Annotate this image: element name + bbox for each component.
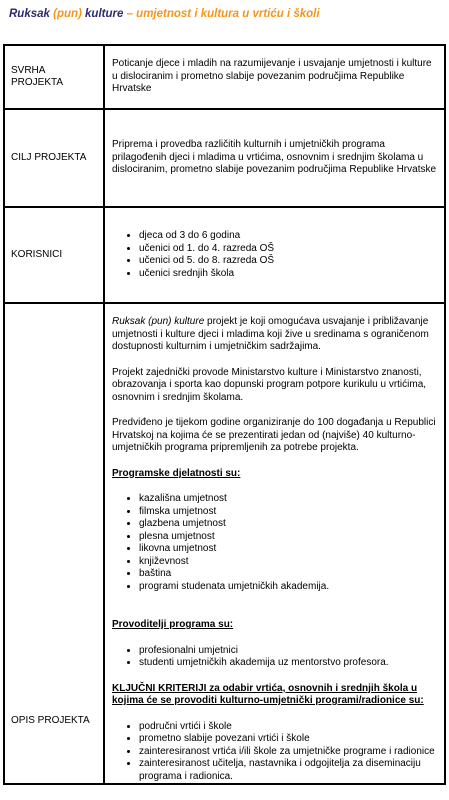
heading-programske-djelatnosti: Programske djelatnosti su: bbox=[112, 467, 241, 479]
opis-paragraph-1 bbox=[112, 316, 438, 354]
opis-paragraph-1-text: projekt je koji omogućava usvajanje i približavanje umjetnosti i kulture djeci i mladima koji žive u sredinama s ograničenom dostupnosti kulturnim i umjetničkim sadržajima. bbox=[112, 316, 429, 352]
list-item: • baština bbox=[139, 568, 438, 581]
list-item: • profesionalni umjetnici bbox=[139, 645, 438, 658]
korisnici-list bbox=[112, 230, 438, 280]
list-item: • učenici od 5. do 8. razreda OŠ bbox=[139, 255, 438, 268]
row-svrha bbox=[4, 45, 445, 109]
list-item: • studenti umjetničkih akademija uz mentorstvo profesora. bbox=[139, 657, 438, 670]
list-item: • učenici srednjih škola bbox=[139, 268, 438, 281]
title-part-3: kulture bbox=[81, 8, 124, 20]
row-korisnici bbox=[4, 207, 445, 303]
row-cilj bbox=[4, 109, 445, 207]
korisnici-cell bbox=[104, 207, 445, 303]
text-svrha: Poticanje djece i mladih na razumijevanje i usvajanje umjetnosti i kulture u dislociranim i prometno slabije povezanim područjima Republike Hrvatske bbox=[104, 45, 445, 109]
label-opis: OPIS PROJEKTA bbox=[4, 303, 104, 784]
list-item: • djeca od 3 do 6 godina bbox=[139, 230, 438, 243]
list-item: • prometno slabije povezani vrtići i škole bbox=[139, 733, 438, 746]
title-part-1: Ruksak bbox=[9, 8, 54, 20]
list-item: • zainteresiranost vrtića i/ili škole za umjetničke programe i radionice bbox=[139, 746, 438, 759]
label-cilj: CILJ PROJEKTA bbox=[4, 109, 104, 207]
page-title bbox=[9, 8, 320, 20]
list-item: • likovna umjetnost bbox=[139, 543, 438, 556]
opis-paragraph-2: Projekt zajednički provode Ministarstvo kulture i Ministarstvo znanosti, obrazovanja i sporta kao dopunski program potpore kurikulu u vrtićima, osnovnim i srednjim školama. bbox=[112, 366, 427, 403]
list-item: • književnost bbox=[139, 556, 438, 569]
label-korisnici: KORISNICI bbox=[4, 207, 104, 303]
provoditelji-list bbox=[112, 645, 438, 670]
row-opis bbox=[4, 303, 445, 784]
list-item: • programi studenata umjetničkih akademija. bbox=[139, 581, 438, 594]
list-item: • područni vrtići i škole bbox=[139, 721, 438, 734]
label-svrha: SVRHA PROJEKTA bbox=[4, 45, 104, 109]
list-item: • glazbena umjetnost bbox=[139, 518, 438, 531]
list-item: • zainteresiranost učitelja, nastavnika i odgojitelja za diseminaciju programa i radionica. bbox=[139, 758, 438, 783]
title-part-2: (pun) bbox=[53, 8, 82, 20]
project-table bbox=[3, 44, 446, 785]
opis-paragraph-3: Predviđeno je tijekom godine organiziranje do 100 događanja u Republici Hrvatskoj na kojima će se prezentirati jedan od (najviše) 40 kulturno-umjetničkih programa pripremljenih za potrebe projekta. bbox=[112, 417, 436, 453]
list-item: • filmska umjetnost bbox=[139, 506, 438, 519]
text-cilj: Priprema i provedba različitih kulturnih i umjetničkih programa prilagođenih djeci i mladima u vrtićima, osnovnim i srednjim školama u dislociranim, prometno slabije povezanim područjima Republike Hrvatske bbox=[104, 109, 445, 207]
heading-provoditelji: Provoditelji programa su: bbox=[112, 619, 234, 630]
title-part-4: – umjetnost i kultura u vrtiću i školi bbox=[123, 8, 320, 20]
list-item: • plesna umjetnost bbox=[139, 531, 438, 544]
project-name-italic: Ruksak (pun) kulture bbox=[112, 316, 205, 327]
list-item: • kazališna umjetnost bbox=[139, 493, 438, 506]
opis-cell bbox=[104, 303, 445, 784]
heading-kljucni-kriteriji: KLJUČNI KRITERIJI za odabir vrtića, osnovnih i srednjih škola u kojima će se provoditi kulturno-umjetnički programi/radionice su: bbox=[112, 682, 424, 706]
kriteriji-list bbox=[112, 721, 438, 784]
list-item: • učenici od 1. do 4. razreda OŠ bbox=[139, 243, 438, 256]
programske-djelatnosti-list bbox=[112, 493, 438, 593]
